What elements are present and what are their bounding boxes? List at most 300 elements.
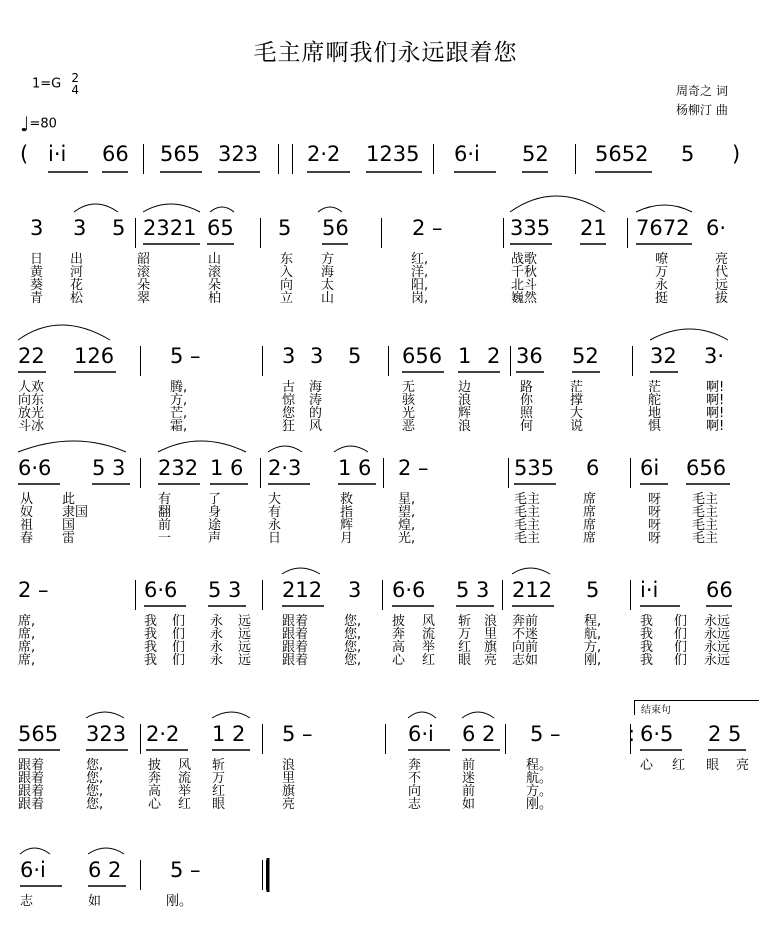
lyric-syllable: 祖 (20, 518, 34, 533)
lyric-syllable: 指 (340, 505, 354, 520)
lyric-syllable: 您, (344, 653, 362, 668)
note-group: 6 2 (88, 858, 122, 882)
lyric-syllable: 嘹 (655, 252, 669, 267)
note-group: 2·3 (268, 456, 302, 480)
lyric-syllable: 跟着 (18, 797, 45, 812)
lyric-syllable: 奔 (148, 771, 162, 786)
lyric-syllable: 永远 (704, 614, 731, 629)
note-group: 5 3 (208, 578, 242, 602)
note-group: 1 6 (210, 456, 244, 480)
lyric-syllable: 啊! (706, 406, 725, 421)
note-group: 5652 (595, 142, 649, 166)
lyric-syllable: 们 (674, 627, 688, 642)
lyric-syllable: 您, (86, 771, 104, 786)
lyric-syllable: 辉 (458, 406, 472, 421)
tempo-value: =80 (29, 116, 57, 132)
time-top: 2 (71, 71, 80, 85)
lyric-syllable: 有 (158, 492, 172, 507)
lyric-syllable: 我 (144, 640, 158, 655)
note-group: 66 (706, 578, 733, 602)
lyric-syllable: 了 (208, 492, 222, 507)
lyric-syllable: 呀 (648, 505, 662, 520)
lyric-syllable: 跟着 (18, 758, 45, 773)
lyric-syllable: 有 (268, 505, 282, 520)
slur (86, 712, 124, 718)
note-group: 36 (516, 344, 543, 368)
lyric-syllable: 席 (583, 531, 597, 546)
lyric-syllable: 啊! (706, 419, 725, 434)
lyric-syllable: 浪 (458, 419, 472, 434)
slur (282, 568, 320, 574)
lyric-syllable: 日 (30, 252, 44, 267)
note-group: 21 (580, 216, 607, 240)
slur (512, 568, 550, 574)
lyric-syllable: 里 (484, 627, 498, 642)
note-group: 323 (218, 142, 259, 166)
lyric-syllable: 恶 (402, 419, 416, 434)
lyric-syllable: 航, (584, 627, 602, 642)
lyric-syllable: 葵 (30, 278, 44, 293)
lyric-syllable: 不迷 (512, 627, 539, 642)
note-group: 565 (160, 142, 201, 166)
lyric-syllable: 永 (210, 627, 224, 642)
lyric-syllable: 流 (178, 771, 192, 786)
lyric-syllable: 立 (280, 291, 294, 306)
lyric-syllable: 月 (340, 531, 354, 546)
lyric-syllable: 向东 (18, 393, 45, 408)
lyric-syllable: 您, (86, 758, 104, 773)
lyric-syllable: 斩 (458, 614, 472, 629)
lyric-syllable: 永远 (704, 627, 731, 642)
lyric-syllable: 滚 (208, 265, 222, 280)
lyric-syllable: 席, (18, 627, 36, 642)
lyric-syllable: 心 (392, 653, 406, 668)
slur (18, 325, 110, 340)
lyric-syllable: 程, (584, 614, 602, 629)
lyricist: 周奇之 词 (676, 84, 728, 98)
lyric-syllable: 星, (398, 492, 416, 507)
lyric-syllable: 辉 (340, 518, 354, 533)
note-group: 5 (278, 216, 292, 240)
lyric-syllable: 毛主 (514, 518, 541, 533)
lyric-syllable: 韶 (137, 252, 151, 267)
lyric-syllable: 刚, (584, 653, 602, 668)
lyric-syllable: 跟着 (282, 640, 309, 655)
lyric-syllable: 迷 (462, 771, 476, 786)
lyric-syllable: 毛主 (514, 531, 541, 546)
lyric-syllable: 青 (30, 291, 44, 306)
lyric-syllable: 航。 (526, 771, 553, 786)
note-group: 126 (74, 344, 115, 368)
lyric-syllable: 席, (18, 653, 36, 668)
lyric-syllable: 红 (178, 797, 192, 812)
lyric-syllable: 方, (170, 393, 188, 408)
lyric-syllable: 万 (655, 265, 669, 280)
note-group: 52 (572, 344, 599, 368)
lyric-syllable: 跟着 (282, 627, 309, 642)
lyric-syllable: 流 (422, 627, 436, 642)
lyric-syllable: 永 (210, 640, 224, 655)
slur (20, 848, 50, 854)
lyric-syllable: 们 (674, 614, 688, 629)
lyric-syllable: 啊! (706, 393, 725, 408)
lyric-syllable: 们 (674, 653, 688, 668)
lyric-syllable: 黄 (30, 265, 44, 280)
lyric-syllable: 放光 (18, 406, 45, 421)
lyric-syllable: 我 (144, 653, 158, 668)
time-bottom: 4 (71, 83, 80, 97)
lyric-syllable: 如 (88, 894, 102, 909)
note-group: 6 (586, 456, 600, 480)
lyric-syllable: 此 (62, 492, 76, 507)
lyric-syllable: 海 (309, 380, 323, 395)
note-group: 6·6 (144, 578, 178, 602)
lyric-syllable: 您 (282, 406, 296, 421)
lyric-syllable: 惧 (648, 419, 662, 434)
lyric-syllable: 心 (148, 797, 162, 812)
lyric-syllable: 我 (144, 627, 158, 642)
quarter-note-icon: ♩ (20, 112, 30, 136)
lyric-syllable: 披 (148, 758, 162, 773)
lyric-syllable: 万 (212, 771, 226, 786)
note-group: 335 (510, 216, 551, 240)
lyric-syllable: 毛主 (692, 518, 719, 533)
lyric-syllable: 方, (584, 640, 602, 655)
lyric-syllable: 方 (321, 252, 335, 267)
lyric-syllable: 志 (408, 797, 422, 812)
lyric-syllable: 红 (422, 653, 436, 668)
lyric-syllable: 浪 (282, 758, 296, 773)
lyric-syllable: 柏 (208, 291, 222, 306)
lyric-syllable: 前 (158, 518, 172, 533)
lyric-syllable: 永 (210, 614, 224, 629)
lyric-syllable: 旗 (484, 640, 498, 655)
slur (636, 205, 692, 212)
lyric-syllable: 呀 (648, 518, 662, 533)
note-group: 2·2 (146, 722, 180, 746)
song-title: 毛主席啊我们永远跟着您 (253, 40, 518, 66)
lyric-syllable: 跟着 (282, 653, 309, 668)
lyric-syllable: 滚 (137, 265, 151, 280)
lyric-syllable: 披 (392, 614, 406, 629)
lyric-syllable: 山 (208, 252, 222, 267)
lyric-syllable: 红 (212, 784, 226, 799)
lyric-syllable: 朵 (137, 278, 151, 293)
lyric-syllable: 高 (392, 640, 406, 655)
slur (210, 207, 234, 212)
lyric-syllable: 我 (640, 614, 654, 629)
lyric-syllable: 程。 (526, 758, 553, 773)
lyric-syllable: 从 (20, 492, 34, 507)
lyric-syllable: 霜, (170, 419, 188, 434)
lyric-syllable: 前 (462, 758, 476, 773)
lyric-syllable: 无 (402, 380, 416, 395)
lyric-syllable: 风 (178, 758, 192, 773)
note-group: 2 – (412, 216, 443, 240)
note-group: 5 (586, 578, 600, 602)
note-group: 212 (512, 578, 553, 602)
lyric-syllable: 席 (583, 518, 597, 533)
note-group: 65 (207, 216, 234, 240)
lyric-syllable: 涛 (309, 393, 323, 408)
lyric-syllable: 们 (172, 640, 186, 655)
lyric-syllable: 啊! (706, 380, 725, 395)
lyric-syllable: 红 (672, 758, 686, 773)
note-group: 5 3 (456, 578, 490, 602)
ending-label: 结束句 (641, 705, 671, 716)
lyric-syllable: 日 (268, 531, 282, 546)
lyric-syllable: 何 (520, 419, 534, 434)
lyric-syllable: 千秋 (511, 265, 538, 280)
lyric-syllable: 斩 (212, 758, 226, 773)
note-group: 1 2 (212, 722, 246, 746)
lyric-syllable: 亮 (282, 797, 296, 812)
lyric-syllable: 的 (309, 406, 323, 421)
lyric-syllable: 骇 (402, 393, 416, 408)
note-group: : (628, 722, 636, 746)
lyric-syllable: 毛主 (514, 492, 541, 507)
note-group: 6· (706, 216, 727, 240)
note-group: ) (732, 142, 741, 166)
lyric-syllable: 光, (398, 531, 416, 546)
lyric-syllable: 拔 (715, 291, 729, 306)
lyric-syllable: 高 (148, 784, 162, 799)
lyric-syllable: 向 (408, 784, 422, 799)
lyric-syllable: 边 (458, 380, 472, 395)
slur (650, 329, 728, 340)
lyric-syllable: 撑 (570, 393, 584, 408)
lyric-syllable: 光 (402, 406, 416, 421)
lyric-syllable: 奔 (408, 758, 422, 773)
lyric-syllable: 眼 (458, 653, 472, 668)
lyric-syllable: 里 (282, 771, 296, 786)
note-group: 2321 (143, 216, 197, 240)
slur (334, 446, 368, 452)
lyric-syllable: 您, (344, 640, 362, 655)
lyric-syllable: 太 (321, 278, 335, 293)
slur (158, 441, 246, 452)
lyric-syllable: 阳, (411, 278, 429, 293)
lyric-syllable: 国 (62, 518, 76, 533)
note-group: 2 – (18, 578, 49, 602)
lyric-syllable: 远 (238, 614, 252, 629)
note-group: 1235 (366, 142, 420, 166)
lyric-syllable: 举 (178, 784, 192, 799)
lyric-syllable: 跟着 (18, 784, 45, 799)
note-group: 1 6 (338, 456, 372, 480)
lyric-syllable: 松 (70, 291, 84, 306)
note-group: 5 – (530, 722, 561, 746)
lyric-syllable: 席 (583, 505, 597, 520)
lyric-syllable: 古 (282, 380, 296, 395)
note-group: 6·6 (18, 456, 52, 480)
lyric-syllable: 远 (715, 278, 729, 293)
composer: 杨柳汀 曲 (676, 103, 728, 117)
note-group: 5 – (282, 722, 313, 746)
lyric-syllable: 奔前 (512, 614, 539, 629)
lyric-syllable: 前 (462, 784, 476, 799)
lyric-syllable: 们 (172, 614, 186, 629)
lyric-syllable: 万 (458, 627, 472, 642)
lyric-syllable: 照 (520, 406, 534, 421)
lyric-syllable: 浪 (484, 614, 498, 629)
lyric-syllable: 亮 (484, 653, 498, 668)
lyric-syllable: 刚。 (166, 894, 193, 909)
lyric-syllable: 芒, (170, 406, 188, 421)
note-group: 2 – (398, 456, 429, 480)
lyric-syllable: 永远 (704, 640, 731, 655)
lyric-syllable: 隶国 (62, 505, 89, 520)
lyric-syllable: 途 (208, 518, 222, 533)
lyric-syllable: 茫 (648, 380, 662, 395)
note-group: 6·5 (640, 722, 674, 746)
lyric-syllable: 风 (422, 614, 436, 629)
note-group: 5 (348, 344, 362, 368)
note-group: 5 – (170, 858, 201, 882)
note-group: 56 (322, 216, 349, 240)
note-group: 5 (681, 142, 695, 166)
lyric-syllable: 席, (18, 640, 36, 655)
lyric-syllable: 毛主 (514, 505, 541, 520)
note-group: 32 (650, 344, 677, 368)
lyric-syllable: 花 (70, 278, 84, 293)
lyric-syllable: 入 (280, 265, 294, 280)
slur (318, 207, 342, 212)
lyric-syllable: 毛主 (692, 492, 719, 507)
lyric-syllable: 亮 (736, 758, 750, 773)
note-group: 2 (487, 344, 501, 368)
lyric-syllable: 您, (86, 784, 104, 799)
lyric-syllable: 说 (570, 419, 584, 434)
lyric-syllable: 远 (238, 640, 252, 655)
note-group: 535 (514, 456, 555, 480)
lyric-syllable: 您, (344, 627, 362, 642)
note-group: 6 2 (462, 722, 496, 746)
lyric-syllable: 向前 (512, 640, 539, 655)
note-group: 2 5 (708, 722, 742, 746)
lyric-syllable: 席, (18, 614, 36, 629)
note-group: 3 (282, 344, 296, 368)
lyric-syllable: 心 (640, 758, 654, 773)
lyric-syllable: 腾, (170, 380, 188, 395)
lyric-syllable: 大 (570, 406, 584, 421)
lyric-syllable: 志如 (512, 653, 539, 668)
lyric-syllable: 眼 (706, 758, 720, 773)
note-group: 5 (112, 216, 126, 240)
lyric-syllable: 风 (309, 419, 323, 434)
lyric-syllable: 我 (640, 653, 654, 668)
note-group: 3· (704, 344, 725, 368)
note-group: 2·2 (307, 142, 341, 166)
lyric-syllable: 永 (655, 278, 669, 293)
slur (408, 712, 436, 718)
lyric-syllable: 呀 (648, 492, 662, 507)
note-group: 5 3 (92, 456, 126, 480)
lyric-syllable: 向 (280, 278, 294, 293)
lyric-syllable: 大 (268, 492, 282, 507)
note-group: 565 (18, 722, 59, 746)
note-group: 323 (86, 722, 127, 746)
lyric-syllable: 地 (648, 406, 662, 421)
lyric-syllable: 奴 (20, 505, 34, 520)
slur (74, 204, 118, 212)
lyric-syllable: 北斗 (511, 278, 538, 293)
lyric-syllable: 奔 (392, 627, 406, 642)
lyric-syllable: 永远 (704, 653, 731, 668)
lyric-syllable: 代 (715, 265, 729, 280)
lyric-syllable: 如 (462, 797, 476, 812)
lyric-syllable: 眼 (212, 797, 226, 812)
note-group: 656 (402, 344, 443, 368)
slur (268, 446, 302, 452)
slur (18, 441, 126, 452)
note-group: 66 (102, 142, 129, 166)
lyric-syllable: 们 (172, 627, 186, 642)
lyric-syllable: 旗 (282, 784, 296, 799)
lyric-syllable: 巍然 (511, 291, 538, 306)
lyric-syllable: 人欢 (18, 380, 45, 395)
lyric-syllable: 你 (520, 393, 534, 408)
note-group: 22 (18, 344, 45, 368)
lyric-syllable: 浪 (458, 393, 472, 408)
note-group: 6i (640, 456, 660, 480)
lyric-syllable: 我 (144, 614, 158, 629)
slur (462, 712, 494, 718)
slur (143, 204, 200, 212)
lyric-syllable: 山 (321, 291, 335, 306)
lyric-syllable: 东 (280, 252, 294, 267)
lyric-syllable: 煌, (398, 518, 416, 533)
note-group: 212 (282, 578, 323, 602)
lyric-syllable: 跟着 (18, 771, 45, 786)
lyric-syllable: 举 (422, 640, 436, 655)
lyric-syllable: 您, (86, 797, 104, 812)
note-group: 3 (73, 216, 87, 240)
lyric-syllable: 红 (458, 640, 472, 655)
lyric-syllable: 我 (640, 627, 654, 642)
lyric-syllable: 河 (70, 265, 84, 280)
lyric-syllable: 亮 (715, 252, 729, 267)
note-group: 6·i (20, 858, 46, 882)
lyric-syllable: 红, (411, 252, 429, 267)
note-group: 656 (686, 456, 727, 480)
lyric-syllable: 雷 (62, 531, 76, 546)
note-group: 5 – (170, 344, 201, 368)
lyric-syllable: 毛主 (692, 531, 719, 546)
lyric-syllable: 朵 (208, 278, 222, 293)
lyric-syllable: 出 (70, 252, 84, 267)
lyric-syllable: 您, (344, 614, 362, 629)
note-group: 6·i (454, 142, 480, 166)
lyric-syllable: 翻 (158, 505, 172, 520)
lyric-syllable: 路 (520, 380, 534, 395)
lyric-syllable: 战歌 (511, 252, 538, 267)
slur (212, 712, 250, 718)
lyric-syllable: 岗, (411, 291, 429, 306)
lyric-syllable: 刚。 (526, 797, 553, 812)
note-group: i·i (640, 578, 659, 602)
lyric-syllable: 声 (208, 531, 222, 546)
lyric-syllable: 春 (20, 531, 34, 546)
note-group: 6·i (408, 722, 434, 746)
lyric-syllable: 海 (321, 265, 335, 280)
lyric-syllable: 远 (238, 627, 252, 642)
lyric-syllable: 志 (20, 894, 34, 909)
lyric-syllable: 们 (674, 640, 688, 655)
lyric-syllable: 身 (208, 505, 222, 520)
note-group: ( (20, 142, 29, 166)
note-group: 52 (522, 142, 549, 166)
